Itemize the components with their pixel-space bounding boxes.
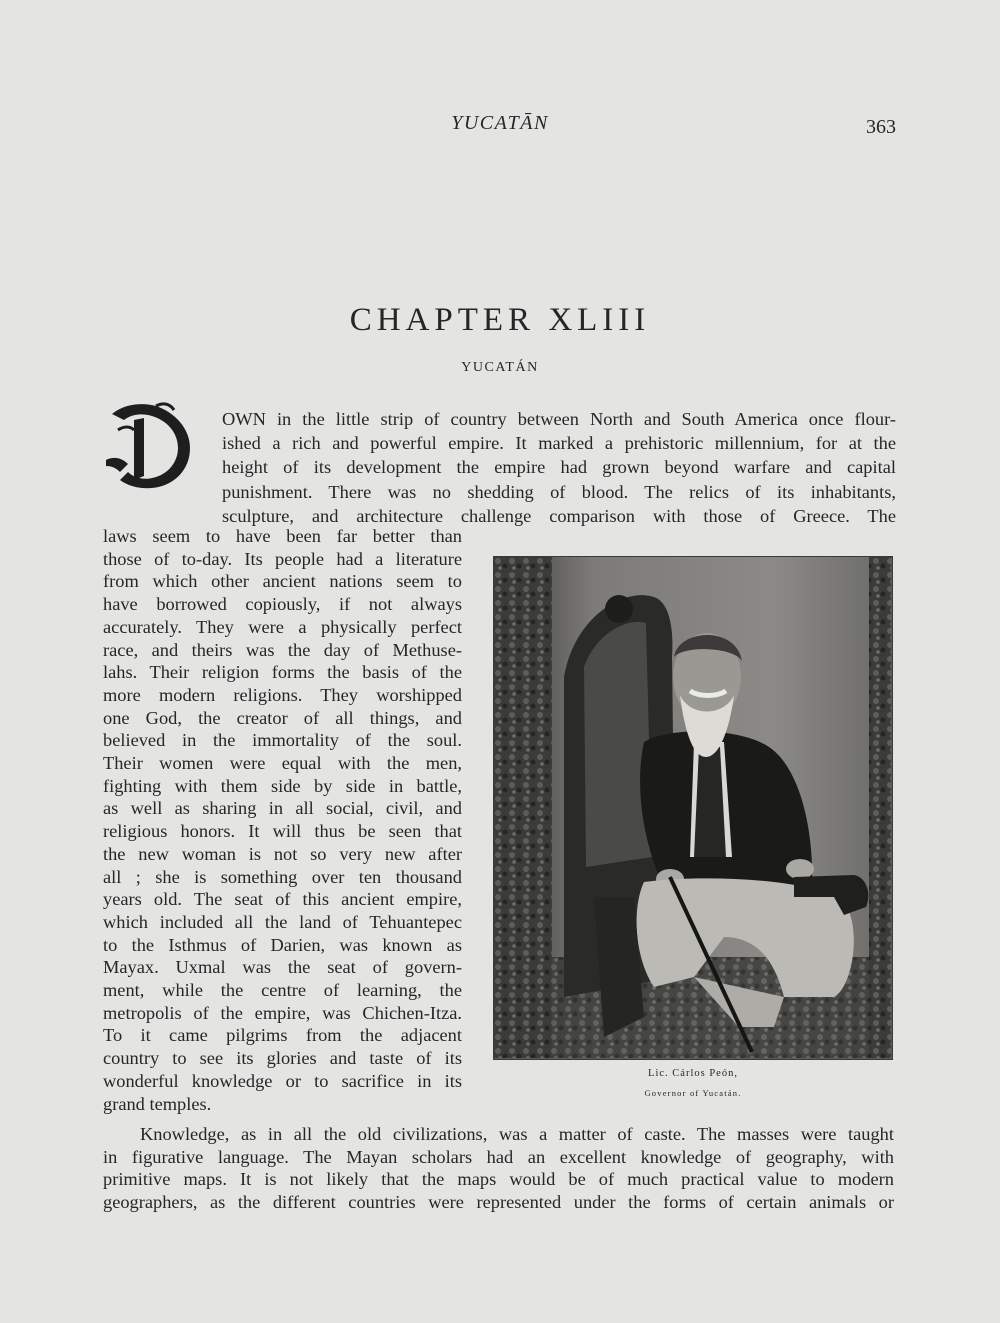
body-text-line: fighting with them side by side in battle, xyxy=(103,775,462,796)
body-text-line: have borrowed copiously, if not always xyxy=(103,594,462,615)
drop-cap-initial xyxy=(104,400,196,492)
body-text-line: in figurative language. The Mayan scholars had an excellent knowledge of geography, with xyxy=(103,1146,894,1167)
body-text-line: from which other ancient nations seem to xyxy=(103,571,462,592)
body-text-line: accurately. They were a physically perfect xyxy=(103,616,462,637)
body-text-line: to the Isthmus of Darien, was known as xyxy=(103,934,462,955)
body-text-line: primitive maps. It is not likely that the maps would be of much practical value to modern xyxy=(103,1169,894,1190)
body-text-line: Mayax. Uxmal was the seat of govern- xyxy=(103,957,462,978)
body-text-line: wonderful knowledge or to sacrifice in its xyxy=(103,1070,462,1091)
body-text-line: height of its development the empire had grown beyond warfare and capital xyxy=(222,457,896,478)
body-text-line: Their women were equal with the men, xyxy=(103,753,462,773)
body-text-line: grand temples. xyxy=(103,1093,212,1114)
body-text-line: ment, while the centre of learning, the xyxy=(103,980,462,1000)
body-text-line: years old. The seat of this ancient empire, xyxy=(103,889,462,910)
body-text-line: as well as sharing in all social, civil, and xyxy=(103,798,462,819)
body-text-line: OWN in the little strip of country between North and South America once flour- xyxy=(222,409,896,429)
body-text-line: sculpture, and architecture challenge comparison with those of Greece. The xyxy=(222,505,896,526)
body-text-line: which included all the land of Tehuantepec xyxy=(103,911,462,932)
body-text-line: lahs. Their religion forms the basis of the xyxy=(103,662,462,683)
body-text-line: ished a rich and powerful empire. It marked a prehistoric millennium, for at the xyxy=(222,433,896,454)
body-text-line: Knowledge, as in all the old civilizations, was a matter of caste. The masses were taught xyxy=(140,1124,894,1144)
ornamental-d-icon xyxy=(104,400,196,492)
body-text-line: more modern religions. They worshipped xyxy=(103,684,462,705)
body-text-line: race, and theirs was the day of Methuse- xyxy=(103,639,462,660)
chapter-subtitle: YUCATÁN xyxy=(461,360,539,375)
body-text-line: the new woman is not so very new after xyxy=(103,843,462,864)
page-number: 363 xyxy=(866,116,896,138)
body-text-line: laws seem to have been far better than xyxy=(103,526,462,546)
body-text-line: To it came pilgrims from the adjacent xyxy=(103,1025,462,1046)
body-text-line: believed in the immortality of the soul. xyxy=(103,730,462,751)
portrait-image xyxy=(494,557,891,1058)
body-text-line: metropolis of the empire, was Chichen-Itza. xyxy=(103,1002,462,1023)
body-text-line: country to see its glories and taste of its xyxy=(103,1048,462,1069)
body-text-line: all ; she is something over ten thousand xyxy=(103,866,462,887)
body-text-line: one God, the creator of all things, and xyxy=(103,707,462,728)
figure-caption-title: Governor of Yucatán. xyxy=(644,1088,742,1098)
body-text-line: religious honors. It will thus be seen that xyxy=(103,821,462,842)
body-text-line: punishment. There was no shedding of blood. The relics of its inhabitants, xyxy=(222,481,896,502)
body-text-line: those of to-day. Its people had a literature xyxy=(103,548,462,569)
portrait-photograph xyxy=(493,556,893,1060)
body-text-line: geographers, as the different countries were represented under the forms of certain animals or xyxy=(103,1192,894,1213)
chapter-title: CHAPTER XLIII xyxy=(349,302,651,338)
running-head: YUCATĀN xyxy=(451,112,549,134)
figure-caption-name: Lic. Cárlos Peón, xyxy=(648,1068,738,1079)
